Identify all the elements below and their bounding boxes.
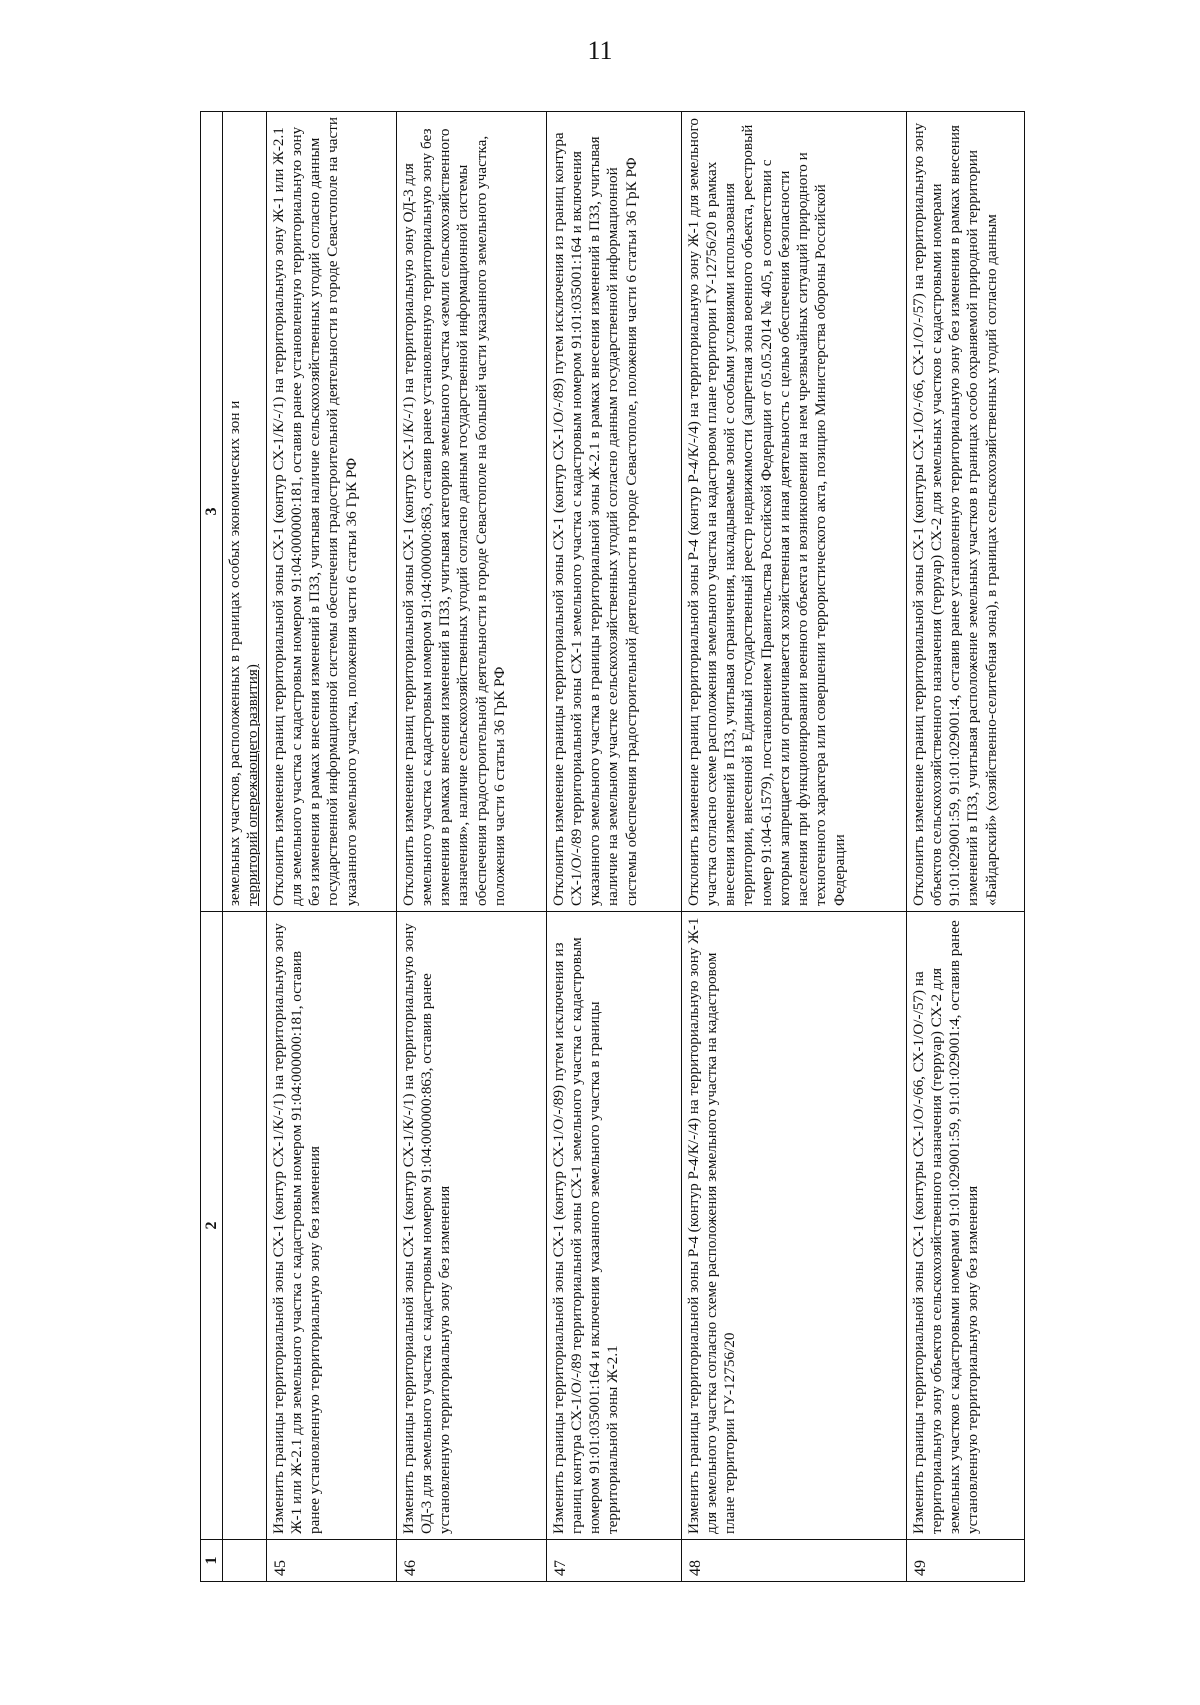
decision-cell: Отклонить изменение границ территориальной зоны СХ-1 (контур СХ-1/К/-/1) на территориальную зону Ж-1 или Ж-2.1 для земельного участка с кадастровым номером 91:04:000000:181, оставив ранее установленную территориальную зону без изменения в рамках внесения изменений в ПЗЗ, учитывая наличие сельскохозяйственных угодий согласно данным государственной информационной системы обеспечения градостроительной деятельности в городе Севастополе на части указанного земельного участка, положения части 6 статьи 36 ГрК РФ: [266, 112, 396, 912]
decision-cell: Отклонить изменение границ территориальной зоны СХ-1 (контуры СХ-1/О/-/66, СХ-1/О/-/57) на территориальную зону объектов сельскохозяйственного назначения (терруар) СХ-2 для земельных участков с кадастровыми номерами 91:01:029001:59, 91:01:029001:4, оставив ранее установленную территориальную зону без изменения в рамках внесения изменений в ПЗЗ, учитывая расположение земельных участков в границах особо охраняемой природной территории «Байдарский» (хозяйственно-селитебная зона), в границах сельскохозяйственных угодий согласно данным: [906, 112, 1024, 912]
proposal-cell: Изменить границы территориальной зоны Р-4 (контур Р-4/К/-/4) на территориальную зону Ж-1 для земельного участка согласно схеме расположения земельного участка на кадастровом плане территории ГУ-12756/20: [681, 912, 906, 1540]
decision-cell: Отклонить изменение границы территориальной зоны СХ-1 (контур СХ-1/О/-/89) путем исключения из границ контура СХ-1/О/-/89 территориальной зоны СХ-1 земельного участка с кадастровым номером 91:01:035001:164 и включения указанного земельного участка в границы территориальной зоны Ж-2.1 в рамках внесения изменений в ПЗЗ, учитывая наличие на земельном участке сельскохозяйственных угодий согласно данным государственной информационной системы обеспечения градостроительной деятельности в городе Севастополе, положения части 6 статьи 36 ГрК РФ: [546, 112, 681, 912]
proposal-cell: Изменить границы территориальной зоны СХ-1 (контур СХ-1/О/-/89) путем исключения из границ контура СХ-1/О/-/89 территориальной зоны СХ-1 земельного участка с кадастровым номером 91:01:035001:164 и включения указанного земельного участка в границы территориальной зоны Ж-2.1: [546, 912, 681, 1540]
row-number: 48: [681, 1540, 906, 1582]
decisions-table: [200, 111, 1025, 1582]
continuation-row: [223, 112, 266, 1582]
rotated-table-container: [200, 112, 1025, 1582]
page-number: 11: [587, 36, 613, 65]
header-row: [201, 112, 223, 1582]
row-number: 46: [396, 1540, 546, 1582]
continuation-underlined-text: территорий опережающего развития): [244, 664, 262, 906]
proposal-cell: Изменить границы территориальной зоны СХ-1 (контуры СХ-1/О/-/66, СХ-1/О/-/57) на территориальную зону объектов сельскохозяйственного назначения (терруар) СХ-2 для земельных участков с кадастровыми номерами 91:01:029001:59, 91:01:029001:4, оставив ранее установленную территориальную зону без изменения: [906, 912, 1024, 1540]
column-header-1: 1: [201, 1540, 223, 1582]
proposal-cell: Изменить границы территориальной зоны СХ-1 (контур СХ-1/К/-/1) на территориальную зону Ж-1 или Ж-2.1 для земельного участка с кадастровым номером 91:04:000000:181, оставив ранее установленную территориальную зону без изменения: [266, 912, 396, 1540]
decision-cell: Отклонить изменение границ территориальной зоны Р-4 (контур Р-4/К/-/4) на территориальную зону Ж-1 для земельного участка согласно схеме расположения земельного участка на кадастровом плане территории ГУ-12756/20 в рамках внесения изменений в ПЗЗ, учитывая ограничения, накладываемые зоной с особыми условиями использования территории, внесенной в Единый государственный реестр недвижимости (запретная зона военного объекта, реестровый номер 91:04-6.1579), постановлением Правительства Российской Федерации от 05.05.2014 № 405, в соответствии с которым запрещается или ограничивается хозяйственная и иная деятельность с целью обеспечения безопасности населения при функционировании военного объекта и возникновении на нем чрезвычайных ситуаций природного и техногенного характера или совершении террористического акта, позицию Министерства обороны Российской Федерации: [681, 112, 906, 912]
proposal-cell: Изменить границы территориальной зоны СХ-1 (контур СХ-1/К/-/1) на территориальную зону ОД-3 для земельного участка с кадастровым номером 91:04:000000:863, оставив ранее установленную территориальную зону без изменения: [396, 912, 546, 1540]
continuation-proposal-cell: [223, 912, 266, 1540]
row-number: 45: [266, 1540, 396, 1582]
table-row: [681, 112, 906, 1582]
row-number: 47: [546, 1540, 681, 1582]
decision-cell: Отклонить изменение границ территориальной зоны СХ-1 (контур СХ-1/К/-/1) на территориальную зону ОД-3 для земельного участка с кадастровым номером 91:04:000000:863, оставив ранее установленную территориальную зону без изменения в рамках внесения изменений в ПЗЗ, учитывая категорию земельного участка «земли сельскохозяйственного назначения», наличие сельскохозяйственных угодий согласно данным государственной информационной системы обеспечения градостроительной деятельности в городе Севастополе на большей части указанного земельного участка, положения части 6 статьи 36 ГрК РФ: [396, 112, 546, 912]
table-row: [546, 112, 681, 1582]
continuation-num-cell: [223, 1540, 266, 1582]
table-row: [906, 112, 1024, 1582]
table-row: [396, 112, 546, 1582]
continuation-decision-cell: [223, 112, 266, 912]
column-header-2: 2: [201, 912, 223, 1540]
table-row: [266, 112, 396, 1582]
continuation-text: земельных участков, расположенных в границах особых экономических зон и: [226, 400, 244, 906]
column-header-3: 3: [201, 112, 223, 912]
row-number: 49: [906, 1540, 1024, 1582]
